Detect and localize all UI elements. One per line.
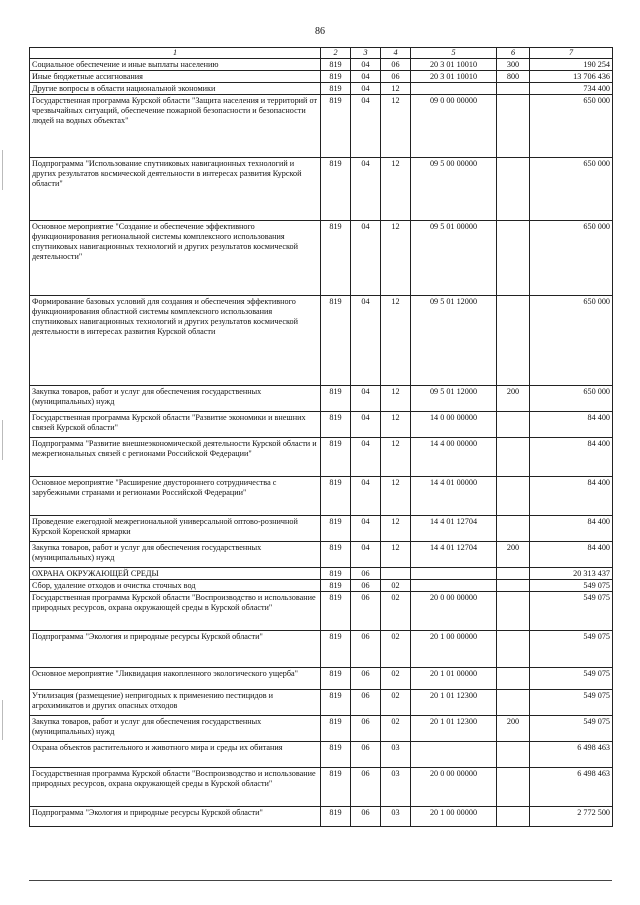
row-expense-type [497, 580, 530, 592]
table-row [30, 296, 613, 386]
row-subsection: 06 [381, 71, 411, 83]
row-expense-type [497, 668, 530, 690]
row-subsection: 12 [381, 477, 411, 516]
row-target-article: 09 5 01 12000 [411, 386, 497, 412]
row-amount: 84 400 [530, 477, 613, 516]
row-section: 04 [351, 83, 381, 95]
row-target-article: 14 0 00 00000 [411, 412, 497, 438]
row-target-article: 20 0 00 00000 [411, 592, 497, 631]
column-header: 7 [530, 48, 613, 59]
row-name: Основное мероприятие "Расширение двустороннего сотрудничества с зарубежными странами и регионами Российской Федерации" [30, 477, 321, 516]
row-target-article: 20 0 00 00000 [411, 768, 497, 807]
row-target-article: 20 3 01 10010 [411, 71, 497, 83]
row-amount: 549 075 [530, 580, 613, 592]
row-code: 819 [321, 516, 351, 542]
row-subsection: 03 [381, 807, 411, 827]
row-expense-type: 800 [497, 71, 530, 83]
row-section: 06 [351, 668, 381, 690]
table-row [30, 580, 613, 592]
row-expense-type [497, 438, 530, 477]
row-code: 819 [321, 742, 351, 768]
row-amount: 549 075 [530, 592, 613, 631]
row-subsection: 12 [381, 95, 411, 158]
row-name: Иные бюджетные ассигнования [30, 71, 321, 83]
bottom-rule [29, 880, 612, 881]
row-expense-type: 300 [497, 59, 530, 71]
row-subsection: 02 [381, 690, 411, 716]
row-amount: 84 400 [530, 542, 613, 568]
row-expense-type [497, 516, 530, 542]
row-subsection: 12 [381, 158, 411, 221]
table-row [30, 568, 613, 580]
row-expense-type [497, 158, 530, 221]
row-code: 819 [321, 296, 351, 386]
row-section: 04 [351, 412, 381, 438]
row-amount: 84 400 [530, 412, 613, 438]
row-amount: 549 075 [530, 716, 613, 742]
row-name: Проведение ежегодной межрегиональной универсальной оптово-розничной Курской Коренской ярмарки [30, 516, 321, 542]
row-amount: 2 772 500 [530, 807, 613, 827]
row-amount: 84 400 [530, 516, 613, 542]
row-amount: 650 000 [530, 221, 613, 296]
row-name: Государственная программа Курской области "Воспроизводство и использование природных ресурсов, охрана окружающей среды в Курской области" [30, 592, 321, 631]
row-section: 06 [351, 768, 381, 807]
table-row [30, 668, 613, 690]
row-amount: 734 400 [530, 83, 613, 95]
row-expense-type [497, 592, 530, 631]
row-subsection: 12 [381, 296, 411, 386]
row-code: 819 [321, 690, 351, 716]
row-expense-type [497, 412, 530, 438]
column-header: 5 [411, 48, 497, 59]
row-subsection: 06 [381, 59, 411, 71]
row-amount: 13 706 436 [530, 71, 613, 83]
row-expense-type [497, 690, 530, 716]
row-name: Государственная программа Курской области "Развитие экономики и внешних связей Курской области" [30, 412, 321, 438]
row-amount: 650 000 [530, 158, 613, 221]
row-target-article [411, 83, 497, 95]
row-name: Подпрограмма "Использование спутниковых навигационных технологий и других результатов космической деятельности в интересах развития Курской области" [30, 158, 321, 221]
table-row [30, 690, 613, 716]
row-section: 04 [351, 386, 381, 412]
row-name: Подпрограмма "Развитие внешнеэкономической деятельности Курской области и межрегиональных связей с регионами Российской Федерации" [30, 438, 321, 477]
row-code: 819 [321, 412, 351, 438]
row-code: 819 [321, 221, 351, 296]
table-row [30, 95, 613, 158]
row-code: 819 [321, 568, 351, 580]
row-amount: 650 000 [530, 95, 613, 158]
row-expense-type [497, 568, 530, 580]
row-target-article: 14 4 00 00000 [411, 438, 497, 477]
row-section: 04 [351, 221, 381, 296]
column-header: 6 [497, 48, 530, 59]
row-section: 06 [351, 631, 381, 668]
row-expense-type [497, 95, 530, 158]
row-subsection: 02 [381, 631, 411, 668]
row-name: Охрана объектов растительного и животного мира и среды их обитания [30, 742, 321, 768]
row-code: 819 [321, 716, 351, 742]
table-row [30, 477, 613, 516]
row-name: Утилизация (размещение) непригодных к применению пестицидов и агрохимикатов и других опасных отходов [30, 690, 321, 716]
row-name: Основное мероприятие "Создание и обеспечение эффективного функционирования региональной системы комплексного использования спутниковых навигационных технологий и других результатов космической деятельности" [30, 221, 321, 296]
budget-table [29, 47, 613, 827]
row-section: 04 [351, 542, 381, 568]
row-target-article: 20 1 00 00000 [411, 807, 497, 827]
row-subsection: 02 [381, 716, 411, 742]
row-code: 819 [321, 542, 351, 568]
row-subsection: 02 [381, 668, 411, 690]
table-row [30, 592, 613, 631]
row-code: 819 [321, 71, 351, 83]
row-code: 819 [321, 83, 351, 95]
row-code: 819 [321, 668, 351, 690]
row-target-article: 20 1 00 00000 [411, 631, 497, 668]
table-row [30, 516, 613, 542]
row-target-article: 09 0 00 00000 [411, 95, 497, 158]
row-expense-type: 200 [497, 716, 530, 742]
row-target-article: 20 1 01 12300 [411, 690, 497, 716]
row-subsection: 12 [381, 221, 411, 296]
row-target-article: 20 1 01 00000 [411, 668, 497, 690]
table-row [30, 71, 613, 83]
row-subsection: 12 [381, 516, 411, 542]
row-name: Подпрограмма "Экология и природные ресурсы Курской области" [30, 807, 321, 827]
row-name: Сбор, удаление отходов и очистка сточных вод [30, 580, 321, 592]
row-section: 06 [351, 568, 381, 580]
row-amount: 650 000 [530, 386, 613, 412]
row-subsection: 02 [381, 592, 411, 631]
table-row [30, 158, 613, 221]
row-name: Закупка товаров, работ и услуг для обеспечения государственных (муниципальных) нужд [30, 386, 321, 412]
row-expense-type [497, 631, 530, 668]
row-section: 04 [351, 158, 381, 221]
row-target-article: 09 5 00 00000 [411, 158, 497, 221]
row-code: 819 [321, 158, 351, 221]
row-amount: 6 498 463 [530, 742, 613, 768]
row-expense-type [497, 768, 530, 807]
row-amount: 549 075 [530, 690, 613, 716]
table-row [30, 412, 613, 438]
row-code: 819 [321, 386, 351, 412]
row-amount: 549 075 [530, 631, 613, 668]
binding-mark [2, 150, 3, 190]
row-target-article: 20 3 01 10010 [411, 59, 497, 71]
row-name: Социальное обеспечение и иные выплаты населению [30, 59, 321, 71]
row-code: 819 [321, 631, 351, 668]
row-code: 819 [321, 807, 351, 827]
row-code: 819 [321, 768, 351, 807]
row-subsection: 12 [381, 438, 411, 477]
row-target-article: 20 1 01 12300 [411, 716, 497, 742]
row-target-article: 14 4 01 12704 [411, 516, 497, 542]
row-name: Закупка товаров, работ и услуг для обеспечения государственных (муниципальных) нужд [30, 542, 321, 568]
row-subsection: 02 [381, 580, 411, 592]
row-code: 819 [321, 95, 351, 158]
row-name: Государственная программа Курской области "Защита населения и территорий от чрезвычайных ситуаций, обеспечение пожарной безопасности и безопасности людей на водных объектах" [30, 95, 321, 158]
row-section: 06 [351, 592, 381, 631]
column-header: 4 [381, 48, 411, 59]
column-header: 1 [30, 48, 321, 59]
row-section: 06 [351, 742, 381, 768]
row-subsection [381, 568, 411, 580]
row-expense-type [497, 296, 530, 386]
row-target-article [411, 568, 497, 580]
row-name: ОХРАНА ОКРУЖАЮЩЕЙ СРЕДЫ [30, 568, 321, 580]
row-code: 819 [321, 438, 351, 477]
row-section: 06 [351, 807, 381, 827]
row-name: Закупка товаров, работ и услуг для обеспечения государственных (муниципальных) нужд [30, 716, 321, 742]
row-amount: 20 313 437 [530, 568, 613, 580]
row-name: Формирование базовых условий для создания и обеспечения эффективного функционирования областной системы комплексного использования спутниковых навигационных технологий и других результатов космической деятельности в интересах развития Курской области [30, 296, 321, 386]
row-name: Основное мероприятие "Ликвидация накопленного экологического ущерба" [30, 668, 321, 690]
table-row [30, 631, 613, 668]
row-target-article [411, 742, 497, 768]
row-section: 04 [351, 516, 381, 542]
table-row [30, 807, 613, 827]
row-expense-type: 200 [497, 542, 530, 568]
binding-mark [2, 700, 3, 740]
row-section: 04 [351, 59, 381, 71]
table-row [30, 742, 613, 768]
row-section: 06 [351, 580, 381, 592]
table-row [30, 542, 613, 568]
row-target-article: 09 5 01 12000 [411, 296, 497, 386]
row-amount: 650 000 [530, 296, 613, 386]
row-section: 04 [351, 71, 381, 83]
row-subsection: 12 [381, 83, 411, 95]
table-row [30, 221, 613, 296]
row-subsection: 12 [381, 412, 411, 438]
row-target-article: 14 4 01 00000 [411, 477, 497, 516]
row-expense-type [497, 221, 530, 296]
row-section: 04 [351, 95, 381, 158]
table-header-row [30, 48, 613, 59]
table-row [30, 716, 613, 742]
row-amount: 549 075 [530, 668, 613, 690]
row-subsection: 03 [381, 768, 411, 807]
column-header: 2 [321, 48, 351, 59]
table-row [30, 386, 613, 412]
row-code: 819 [321, 592, 351, 631]
row-subsection: 12 [381, 386, 411, 412]
row-amount: 6 498 463 [530, 768, 613, 807]
row-target-article: 14 4 01 12704 [411, 542, 497, 568]
row-expense-type [497, 477, 530, 516]
table-row [30, 83, 613, 95]
row-section: 04 [351, 438, 381, 477]
row-name: Государственная программа Курской области "Воспроизводство и использование природных ресурсов, охрана окружающей среды в Курской области" [30, 768, 321, 807]
row-section: 06 [351, 690, 381, 716]
row-expense-type: 200 [497, 386, 530, 412]
row-expense-type [497, 83, 530, 95]
row-code: 819 [321, 580, 351, 592]
row-subsection: 03 [381, 742, 411, 768]
row-subsection: 12 [381, 542, 411, 568]
page-number: 86 [315, 26, 325, 37]
row-amount: 84 400 [530, 438, 613, 477]
row-expense-type [497, 742, 530, 768]
table-row [30, 59, 613, 71]
table-row [30, 768, 613, 807]
row-target-article [411, 580, 497, 592]
row-amount: 190 254 [530, 59, 613, 71]
row-section: 06 [351, 716, 381, 742]
row-name: Другие вопросы в области национальной экономики [30, 83, 321, 95]
table-row [30, 438, 613, 477]
row-section: 04 [351, 477, 381, 516]
column-header: 3 [351, 48, 381, 59]
row-expense-type [497, 807, 530, 827]
row-code: 819 [321, 477, 351, 516]
row-target-article: 09 5 01 00000 [411, 221, 497, 296]
row-section: 04 [351, 296, 381, 386]
row-name: Подпрограмма "Экология и природные ресурсы Курской области" [30, 631, 321, 668]
binding-mark [2, 420, 3, 460]
row-code: 819 [321, 59, 351, 71]
